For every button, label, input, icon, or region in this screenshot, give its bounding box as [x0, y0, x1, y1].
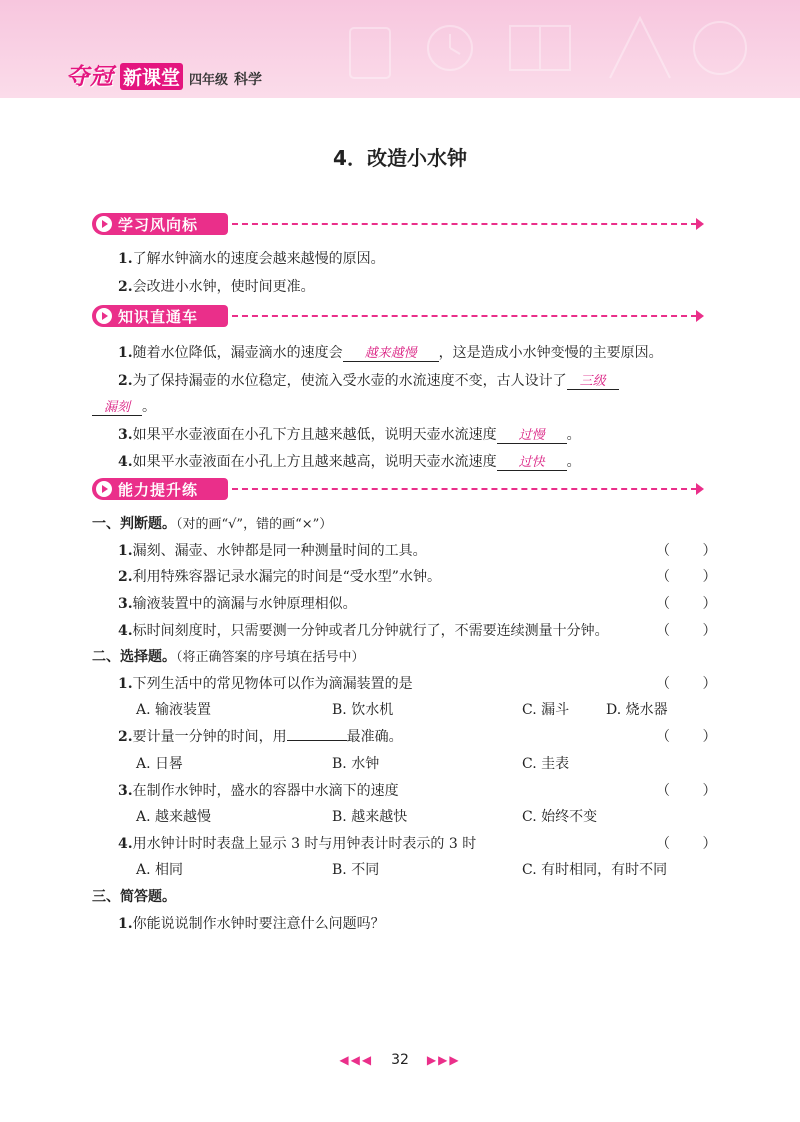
option-a[interactable]: A. 输液装置 [136, 702, 212, 718]
grade-label: 四年级 [189, 73, 229, 88]
section-pill [92, 305, 228, 327]
knowledge-item: 1.随着水位降低，漏壶滴水的速度会 越来越慢 ，这是造成小水钟变慢的主要原因。 [118, 342, 663, 362]
play-icon [96, 216, 112, 232]
arrow-right-icon [696, 483, 704, 495]
triangle-left-icon: ◀◀◀ [339, 1053, 374, 1067]
section-label: 学习风向标 [118, 216, 199, 234]
goal-item [118, 276, 315, 296]
section-label: 能力提升练 [118, 481, 199, 499]
play-icon [96, 481, 112, 497]
stationery-decoration-icon [340, 8, 760, 88]
option-c[interactable]: C. 有时相同，有时不同 [522, 862, 668, 878]
answer-blank: 越来越慢 [343, 342, 439, 362]
triangle-right-icon: ▶▶▶ [426, 1053, 461, 1067]
option-a[interactable]: A. 相同 [136, 862, 184, 878]
page-footer [0, 1052, 800, 1068]
choice-question: 2.要计量一分钟的时间，用 最准确。 [118, 729, 403, 745]
part3-heading: 三、简答题。 [92, 889, 176, 905]
play-icon [96, 308, 112, 324]
dashed-line [232, 315, 697, 317]
option-c[interactable]: C. 圭表 [522, 756, 570, 772]
answer-paren[interactable]: （ ） [656, 596, 717, 612]
page-header [0, 0, 800, 98]
knowledge-item-cont: 漏刻 。 [92, 396, 156, 416]
judge-item: 2.利用特殊容器记录水漏完的时间是“受水型”水钟。 [118, 569, 441, 585]
dashed-line [232, 488, 697, 490]
answer-blank: 过慢 [497, 424, 567, 444]
answer-blank[interactable] [287, 740, 347, 741]
option-b[interactable]: B. 不同 [332, 862, 380, 878]
arrow-right-icon [696, 310, 704, 322]
answer-paren[interactable]: （ ） [656, 676, 717, 692]
item-number: 2. [118, 279, 133, 295]
answer-paren[interactable]: （ ） [656, 569, 717, 585]
option-a[interactable]: A. 日晷 [136, 756, 184, 772]
part2-heading: 二、选择题。（将正确答案的序号填在括号中） [92, 649, 365, 665]
option-b[interactable]: B. 饮水机 [332, 702, 394, 718]
answer-paren[interactable]: （ ） [656, 729, 717, 745]
answer-paren[interactable]: （ ） [656, 836, 717, 852]
brand-sub-text: 新课堂 [120, 63, 183, 90]
choice-question: 1.下列生活中的常见物体可以作为滴漏装置的是 [118, 676, 413, 692]
knowledge-item: 2.为了保持漏壶的水位稳定，使流入受水壶的水流速度不变，古人设计了 三级 [118, 370, 619, 390]
option-c[interactable]: C. 漏斗 [522, 702, 570, 718]
option-a[interactable]: A. 越来越慢 [136, 809, 212, 825]
answer-paren[interactable]: （ ） [656, 543, 717, 559]
answer-paren[interactable]: （ ） [656, 783, 717, 799]
brand-main-text: 夺冠 [66, 64, 114, 90]
arrow-right-icon [696, 218, 704, 230]
option-b[interactable]: B. 水钟 [332, 756, 380, 772]
section-header-practice [92, 478, 712, 500]
option-d[interactable]: D. 烧水器 [606, 702, 668, 718]
section-pill [92, 478, 228, 500]
judge-item: 4.标时间刻度时，只需要测一分钟或者几分钟就行了，不需要连续测量十分钟。 [118, 623, 609, 639]
choice-question: 3.在制作水钟时，盛水的容器中水滴下的速度 [118, 783, 399, 799]
knowledge-item: 4.如果平水壶液面在小孔上方且越来越高，说明天壶水流速度 过快 。 [118, 451, 581, 471]
judge-item: 3.输液装置中的滴漏与水钟原理相似。 [118, 596, 357, 612]
part1-heading: 一、判断题。（对的画“√”，错的画“×”） [92, 516, 333, 532]
answer-blank: 三级 [567, 370, 619, 390]
answer-blank: 漏刻 [92, 396, 142, 416]
item-number: 1. [118, 251, 133, 267]
short-answer-question: 1.你能说说制作水钟时要注意什么问题吗？ [118, 916, 385, 932]
choice-question: 4.用水钟计时时表盘上显示 3 时与用钟表计时表示的 3 时 [118, 836, 477, 852]
page-number: 32 [391, 1052, 409, 1068]
brand-logo [66, 58, 262, 91]
answer-paren[interactable]: （ ） [656, 623, 717, 639]
item-text: 会改进小水钟，使时间更准。 [132, 279, 315, 295]
goal-item [118, 248, 385, 268]
page-title: 4．改造小水钟 [333, 146, 467, 170]
subject-label: 科学 [234, 72, 263, 88]
section-label: 知识直通车 [118, 308, 199, 326]
knowledge-item: 3.如果平水壶液面在小孔下方且越来越低，说明天壶水流速度 过慢 。 [118, 424, 581, 444]
dashed-line [232, 223, 697, 225]
option-c[interactable]: C. 始终不变 [522, 809, 598, 825]
answer-blank: 过快 [497, 451, 567, 471]
judge-item: 1.漏刻、漏壶、水钟都是同一种测量时间的工具。 [118, 543, 427, 559]
section-header-knowledge [92, 305, 712, 327]
section-header-goals [92, 213, 712, 235]
section-pill [92, 213, 228, 235]
item-text: 了解水钟滴水的速度会越来越慢的原因。 [132, 251, 385, 267]
option-b[interactable]: B. 越来越快 [332, 809, 408, 825]
